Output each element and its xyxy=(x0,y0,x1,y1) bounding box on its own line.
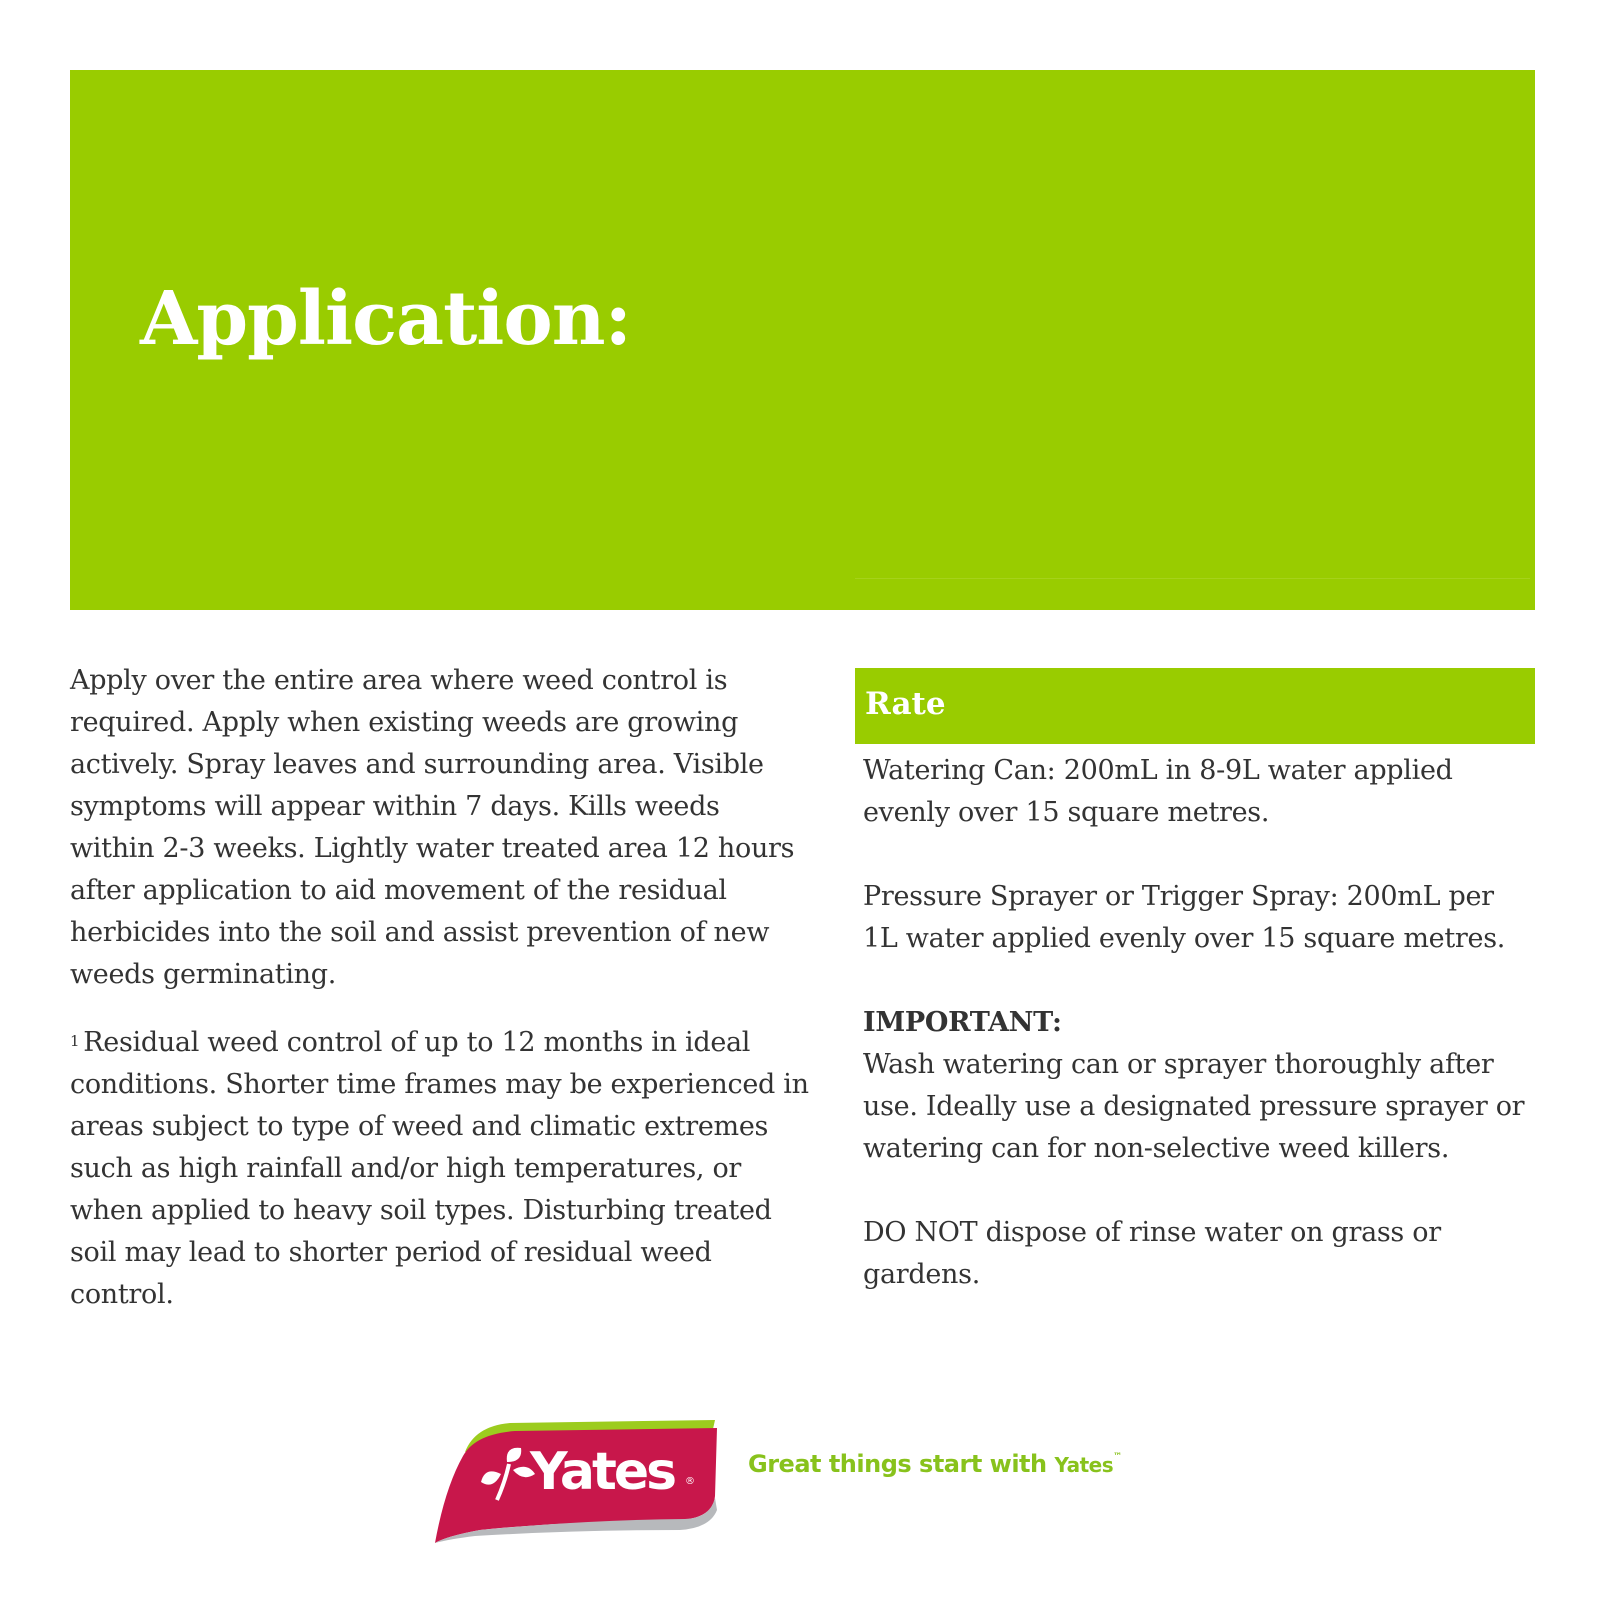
footnote-text: Residual weed control of up to 12 months in ideal conditions. Shorter time frames may be experienced in areas subject to type of weed and climatic extremes such as high rainfall and/or high temperatures, or when applied to heavy soil types. Disturbing treated soil may lead to shorter period of residual weed control. xyxy=(70,1027,809,1310)
important-heading: IMPORTANT: xyxy=(863,1007,1062,1038)
footnote-paragraph xyxy=(70,1022,810,1316)
logo-registered-mark: ® xyxy=(685,1476,695,1487)
watering-can-rate: Watering Can: 200mL in 8-9L water applied evenly over 15 square metres. xyxy=(863,755,1453,828)
page-title: Application: xyxy=(140,276,631,362)
yates-logo xyxy=(435,1418,735,1543)
important-note xyxy=(863,1002,1535,1170)
rate-heading: Rate xyxy=(865,686,946,722)
brand-tagline xyxy=(748,1450,1122,1478)
banner-divider xyxy=(855,578,1530,579)
pressure-sprayer-rate: Pressure Sprayer or Trigger Spray: 200mL per 1L water applied evenly over 15 square metres. xyxy=(863,881,1506,954)
application-paragraph: Apply over the entire area where weed control is required. Apply when existing weeds are growing actively. Spray leaves and surrounding area. Visible symptoms will appear within 7 days. Kills weeds within 2-3 weeks. Lightly water treated area 12 hours after application to aid movement of the residual herbicides into the soil and assist prevention of new weeds germinating. xyxy=(70,665,795,990)
do-not-note: DO NOT dispose of rinse water on grass or gardens. xyxy=(863,1217,1441,1290)
important-text: Wash watering can or sprayer thoroughly after use. Ideally use a designated pressure sprayer or watering can for non-selective weed killers. xyxy=(863,1049,1525,1164)
logo-wordmark: Yates xyxy=(530,1442,675,1502)
rate-instructions xyxy=(863,750,1535,1338)
application-instructions xyxy=(70,660,810,1342)
footnote-mark: 1 xyxy=(70,1032,80,1050)
tagline-trademark: ™ xyxy=(1113,1452,1122,1462)
tagline-brand: Yates xyxy=(1054,1453,1114,1477)
tagline-text: Great things start with xyxy=(748,1450,1055,1478)
rate-heading-bar xyxy=(855,668,1535,744)
